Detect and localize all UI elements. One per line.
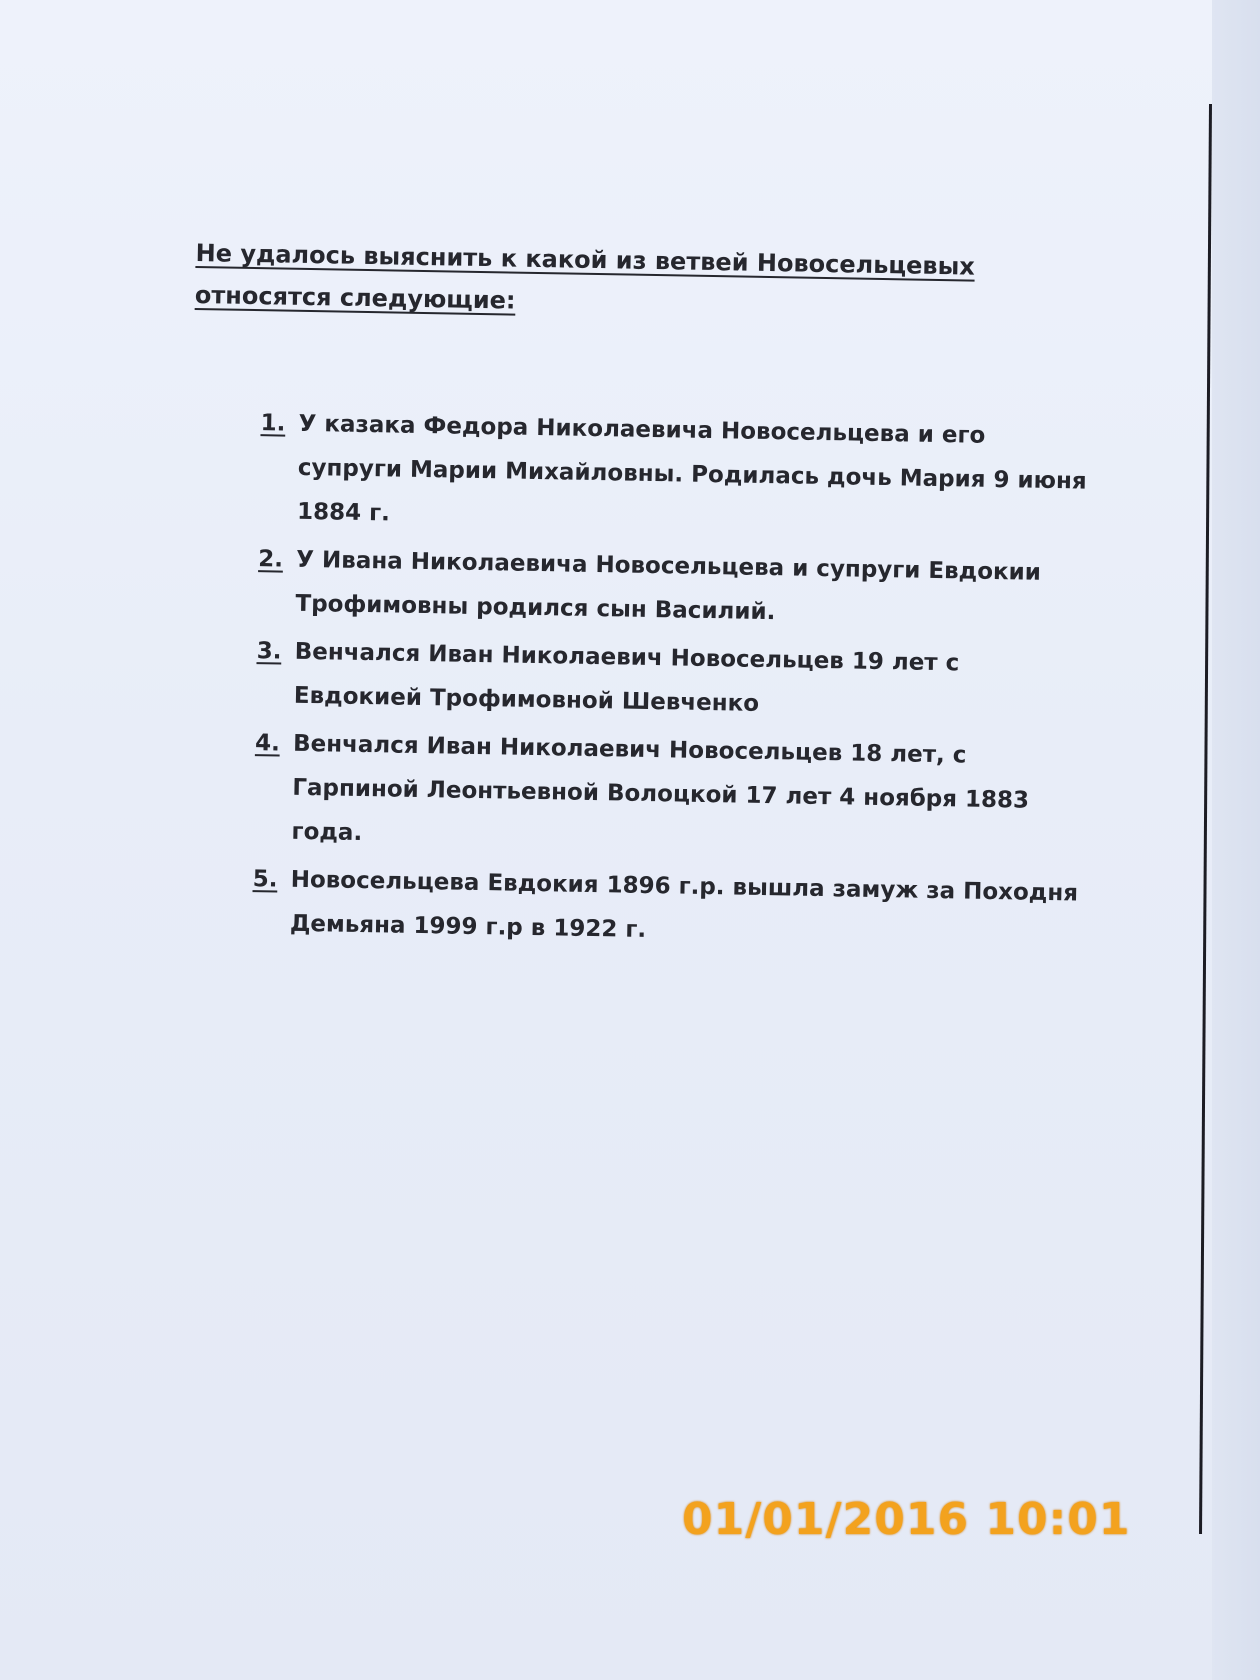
document-heading: Не удалось выяснить к какой из ветвей Новосельцевых относятся следующие: [194, 238, 976, 315]
list-item [252, 857, 1085, 960]
item-number: 1. [260, 410, 286, 437]
list-item [253, 721, 1087, 868]
item-text: Венчался Иван Николаевич Новосельцев 19 лет с Евдокией Трофимовной Шевченко [293, 638, 960, 717]
item-text: Новосельцева Евдокия 1896 г.р. вышла замуж за Походня Демьяна 1999 г.р в 1922 г. [289, 866, 1079, 943]
background-surface [1212, 0, 1260, 1680]
item-text: Венчался Иван Николаевич Новосельцев 18 лет, с Гарпиной Леонтьевной Волоцкой 17 лет 4 ноября 1883 года. [291, 730, 1030, 846]
record-list [252, 401, 1093, 959]
list-item [257, 537, 1090, 640]
list-item [259, 401, 1093, 548]
item-number: 4. [254, 730, 281, 757]
item-number: 5. [252, 866, 278, 893]
item-text: У Ивана Николаевича Новосельцева и супруги Евдокии Трофимовны родился сын Василий. [295, 546, 1042, 626]
list-item [256, 629, 1089, 732]
document-body [184, 232, 1096, 964]
item-text: У казака Федора Николаевича Новосельцева и его супруги Марии Михайловны. Родилась дочь Мария 9 июня 1884 г. [296, 410, 1087, 527]
item-number: 3. [256, 638, 282, 665]
item-number: 2. [258, 546, 284, 573]
photo-timestamp: 01/01/2016 10:01 [682, 1494, 1131, 1545]
